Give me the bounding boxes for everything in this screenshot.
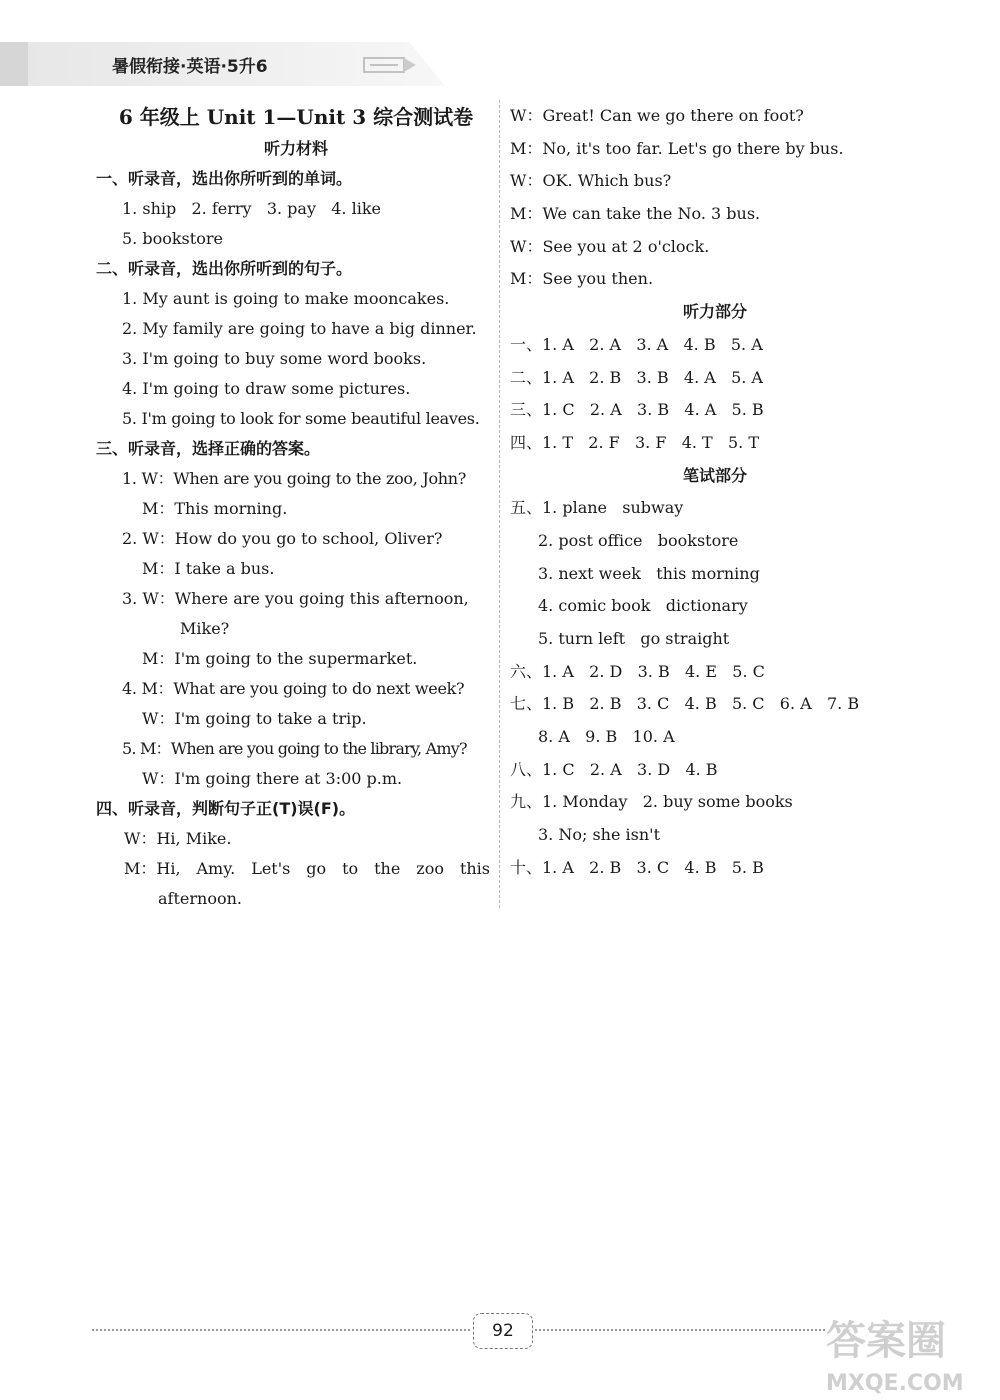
answer-line: 四、1. T 2. F 3. F 4. T 5. T xyxy=(510,432,760,452)
header-left-block xyxy=(0,42,28,86)
dialog-line: W：OK. Which bus? xyxy=(510,171,672,191)
section-2-line: 2. My family are going to have a big dinner. xyxy=(122,319,477,338)
dialog-line: M：See you then. xyxy=(510,269,654,289)
answer-line: 3. next week this morning xyxy=(538,563,760,583)
answer-line: 七、1. B 2. B 3. C 4. B 5. C 6. A 7. B xyxy=(510,694,860,714)
right-column xyxy=(510,100,920,885)
written-answers-heading: 笔试部分 xyxy=(682,465,747,485)
section-4-heading: 四、听录音，判断句子正(T)误(F)。 xyxy=(96,799,356,818)
answer-line: 8. A 9. B 10. A xyxy=(538,727,675,747)
answer-line: 五、1. plane subway xyxy=(510,498,684,518)
dialog-line: M：We can take the No. 3 bus. xyxy=(510,204,761,224)
dialog-line: W：Great! Can we go there on foot? xyxy=(510,106,804,125)
left-column xyxy=(96,100,496,914)
section-4-justified-line xyxy=(96,854,496,884)
word: Amy. xyxy=(196,859,236,878)
answer-line: 八、1. C 2. A 3. D 4. B xyxy=(510,759,718,779)
dialog-5-question: 5. M：When are you going to the library, Amy? xyxy=(122,739,467,758)
answer-line: 4. comic book dictionary xyxy=(538,596,748,616)
dialog-line: M：No, it's too far. Let's go there by bus. xyxy=(510,138,844,158)
section-1-heading: 一、听录音，选出你所听到的单词。 xyxy=(96,169,353,188)
column-divider xyxy=(499,100,500,908)
watermark-text: 答案圈 xyxy=(826,1318,946,1364)
test-title: 6 年级上 Unit 1—Unit 3 综合测试卷 xyxy=(118,105,474,129)
dialog-3-question: 3. W：Where are you going this afternoon, xyxy=(122,589,469,608)
page-number: 92 xyxy=(473,1313,533,1349)
answer-line: 5. turn left go straight xyxy=(538,629,730,648)
answer-line: 2. post office bookstore xyxy=(538,530,739,550)
answer-line: 三、1. C 2. A 3. B 4. A 5. B xyxy=(510,400,764,420)
header-title: 暑假衔接·英语·5升6 xyxy=(112,57,268,77)
word: this xyxy=(459,859,490,878)
word: to xyxy=(342,859,359,878)
dialog-3-question-cont: Mike? xyxy=(180,619,230,638)
word: the xyxy=(374,859,401,878)
section-1-line: 1. ship 2. ferry 3. pay 4. like xyxy=(122,199,381,218)
book-pencil-icon xyxy=(360,50,420,80)
word: Let's xyxy=(251,859,291,878)
footer-rule-right xyxy=(535,1329,825,1331)
listening-answers-heading: 听力部分 xyxy=(682,302,747,322)
section-2-line: 4. I'm going to draw some pictures. xyxy=(122,379,411,398)
word: go xyxy=(306,859,327,878)
answer-line: 二、1. A 2. B 3. B 4. A 5. A xyxy=(510,367,763,387)
dialog-4-question: 4. M：What are you going to do next week? xyxy=(122,679,465,698)
dialog-5-answer: W：I'm going there at 3:00 p.m. xyxy=(142,769,403,788)
dialog-1-question: 1. W：When are you going to the zoo, John? xyxy=(122,469,467,488)
answer-line: 十、1. A 2. B 3. C 4. B 5. B xyxy=(510,857,764,877)
listening-material-heading: 听力材料 xyxy=(263,139,328,158)
section-4-line: afternoon. xyxy=(158,889,242,908)
word: M：Hi, xyxy=(124,859,181,878)
section-1-line: 5. bookstore xyxy=(122,229,223,248)
answer-line: 六、1. A 2. D 3. B 4. E 5. C xyxy=(510,661,765,681)
dialog-1-answer: M：This morning. xyxy=(142,499,288,518)
answer-line: 九、1. Monday 2. buy some books xyxy=(510,792,793,812)
section-3-heading: 三、听录音，选择正确的答案。 xyxy=(96,439,321,458)
section-2-line: 1. My aunt is going to make mooncakes. xyxy=(122,289,450,308)
footer-rule-left xyxy=(92,1329,470,1331)
dialog-3-answer: M：I'm going to the supermarket. xyxy=(142,649,418,668)
section-2-heading: 二、听录音，选出你所听到的句子。 xyxy=(96,259,353,278)
watermark-url: MXQE.COM xyxy=(826,1371,964,1396)
answer-line: 3. No; she isn't xyxy=(538,825,660,845)
dialog-line: W：See you at 2 o'clock. xyxy=(510,236,710,256)
section-4-line: W：Hi, Mike. xyxy=(124,829,232,848)
section-2-line: 3. I'm going to buy some word books. xyxy=(122,349,427,368)
word: zoo xyxy=(416,859,444,878)
dialog-2-answer: M：I take a bus. xyxy=(142,559,275,578)
dialog-4-answer: W：I'm going to take a trip. xyxy=(142,709,367,728)
answer-line: 一、1. A 2. A 3. A 4. B 5. A xyxy=(510,334,763,354)
watermark-logo xyxy=(822,1308,992,1398)
section-2-line: 5. I'm going to look for some beautiful leaves. xyxy=(122,409,480,428)
dialog-2-question: 2. W：How do you go to school, Oliver? xyxy=(122,529,443,548)
